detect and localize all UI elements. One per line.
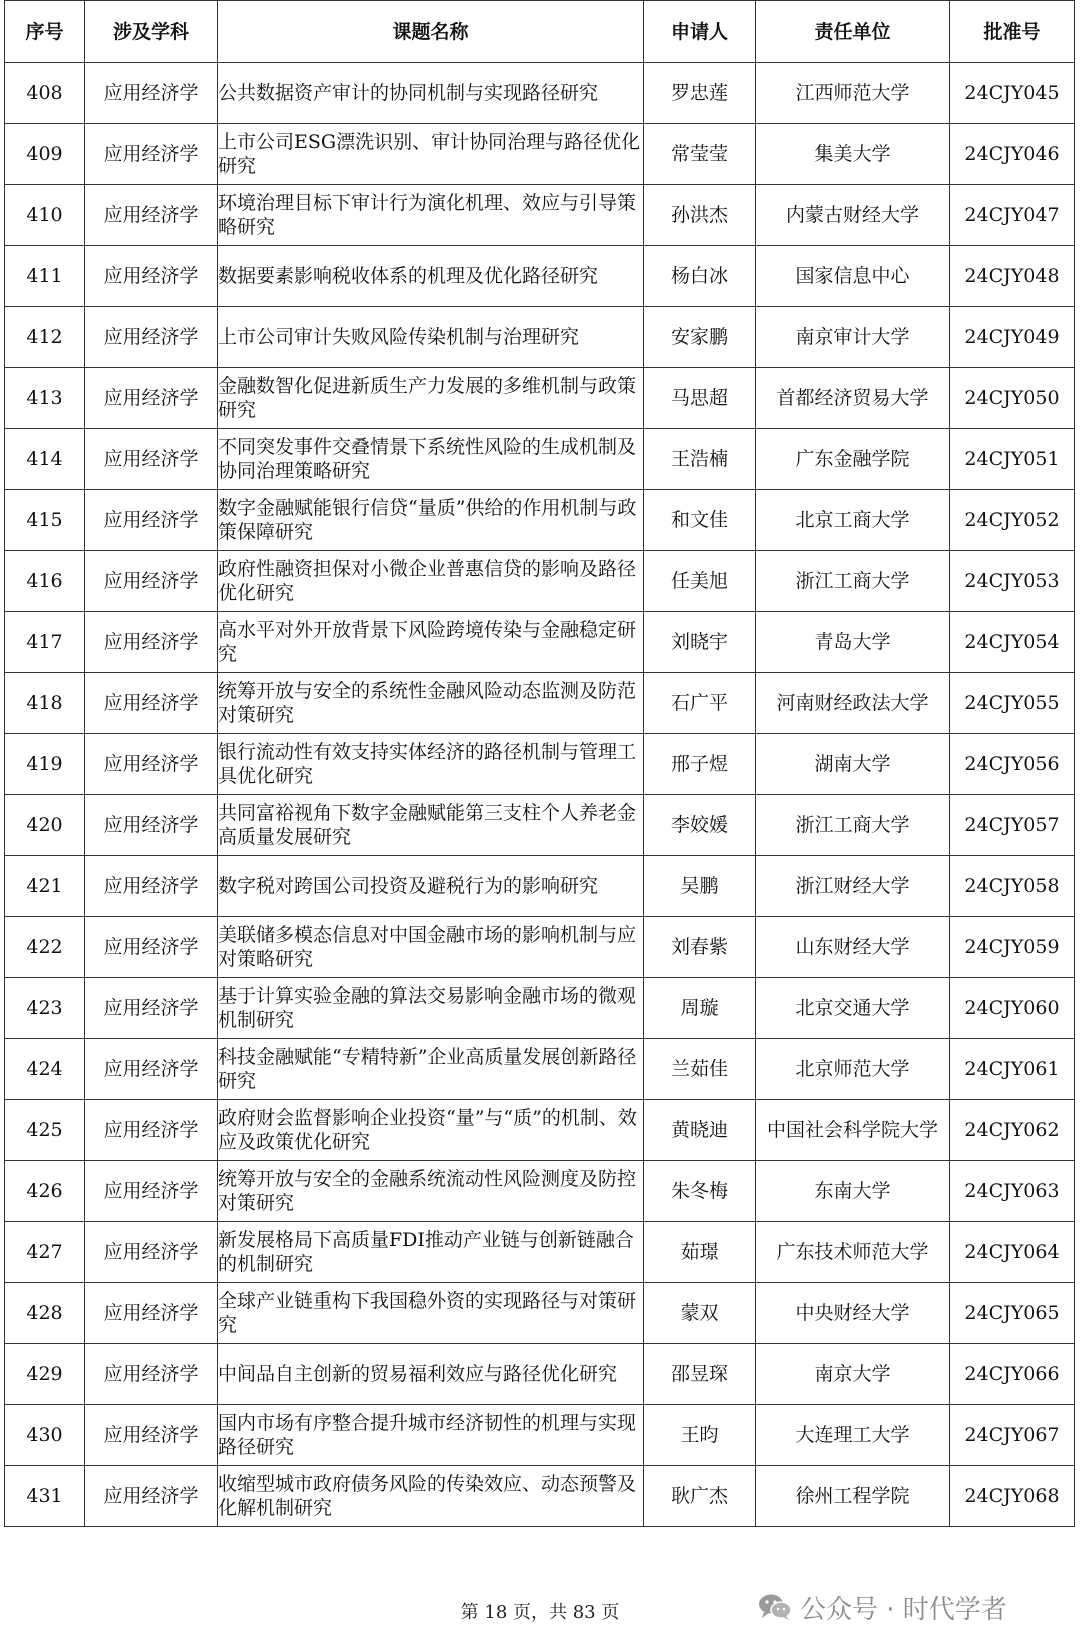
cell-applicant: 兰茹佳	[644, 1039, 756, 1100]
cell-applicant: 刘晓宇	[644, 612, 756, 673]
page-footer: 第 18 页，共 83 页	[460, 1602, 620, 1623]
cell-approval-number: 24CJY057	[950, 795, 1075, 856]
cell-index: 408	[5, 63, 85, 124]
cell-institution: 青岛大学	[756, 612, 950, 673]
cell-institution: 大连理工大学	[756, 1405, 950, 1466]
cell-approval-number: 24CJY052	[950, 490, 1075, 551]
cell-institution: 内蒙古财经大学	[756, 185, 950, 246]
cell-institution: 浙江工商大学	[756, 795, 950, 856]
table-row	[5, 612, 1075, 673]
header-discipline: 涉及学科	[85, 1, 218, 63]
cell-approval-number: 24CJY061	[950, 1039, 1075, 1100]
cell-applicant: 李姣媛	[644, 795, 756, 856]
cell-applicant: 王昀	[644, 1405, 756, 1466]
grant-table	[4, 0, 1075, 1527]
table-row	[5, 917, 1075, 978]
cell-discipline: 应用经济学	[85, 124, 218, 185]
cell-approval-number: 24CJY055	[950, 673, 1075, 734]
table-row	[5, 795, 1075, 856]
cell-title: 上市公司审计失败风险传染机制与治理研究	[218, 307, 644, 368]
cell-discipline: 应用经济学	[85, 978, 218, 1039]
cell-title: 新发展格局下高质量FDI推动产业链与创新链融合的机制研究	[218, 1222, 644, 1283]
cell-index: 421	[5, 856, 85, 917]
cell-discipline: 应用经济学	[85, 1283, 218, 1344]
cell-applicant: 耿广杰	[644, 1466, 756, 1527]
table-row	[5, 490, 1075, 551]
cell-index: 413	[5, 368, 85, 429]
cell-institution: 湖南大学	[756, 734, 950, 795]
cell-institution: 北京交通大学	[756, 978, 950, 1039]
cell-institution: 首都经济贸易大学	[756, 368, 950, 429]
table-row	[5, 1466, 1075, 1527]
table-body	[5, 63, 1075, 1527]
table-row	[5, 734, 1075, 795]
cell-approval-number: 24CJY053	[950, 551, 1075, 612]
cell-approval-number: 24CJY056	[950, 734, 1075, 795]
cell-discipline: 应用经济学	[85, 612, 218, 673]
header-approval-number: 批准号	[950, 1, 1075, 63]
cell-approval-number: 24CJY067	[950, 1405, 1075, 1466]
cell-discipline: 应用经济学	[85, 246, 218, 307]
watermark-text: 公众号 · 时代学者	[800, 1594, 1007, 1625]
cell-institution: 山东财经大学	[756, 917, 950, 978]
table-row	[5, 1039, 1075, 1100]
cell-approval-number: 24CJY050	[950, 368, 1075, 429]
table-row	[5, 1344, 1075, 1405]
cell-discipline: 应用经济学	[85, 429, 218, 490]
table-header	[5, 1, 1075, 63]
cell-discipline: 应用经济学	[85, 795, 218, 856]
cell-institution: 浙江工商大学	[756, 551, 950, 612]
cell-index: 426	[5, 1161, 85, 1222]
table-row	[5, 246, 1075, 307]
table-row	[5, 1222, 1075, 1283]
cell-title: 银行流动性有效支持实体经济的路径机制与管理工具优化研究	[218, 734, 644, 795]
table-row	[5, 1100, 1075, 1161]
cell-index: 411	[5, 246, 85, 307]
cell-institution: 江西师范大学	[756, 63, 950, 124]
cell-index: 429	[5, 1344, 85, 1405]
cell-title: 数字税对跨国公司投资及避税行为的影响研究	[218, 856, 644, 917]
cell-title: 中间品自主创新的贸易福利效应与路径优化研究	[218, 1344, 644, 1405]
cell-approval-number: 24CJY065	[950, 1283, 1075, 1344]
table-row	[5, 1161, 1075, 1222]
cell-title: 全球产业链重构下我国稳外资的实现路径与对策研究	[218, 1283, 644, 1344]
cell-index: 417	[5, 612, 85, 673]
cell-applicant: 周璇	[644, 978, 756, 1039]
cell-applicant: 罗忠莲	[644, 63, 756, 124]
cell-applicant: 茹璟	[644, 1222, 756, 1283]
cell-applicant: 安家鹏	[644, 307, 756, 368]
cell-discipline: 应用经济学	[85, 917, 218, 978]
table-row	[5, 856, 1075, 917]
cell-discipline: 应用经济学	[85, 734, 218, 795]
cell-discipline: 应用经济学	[85, 368, 218, 429]
cell-applicant: 邢子煜	[644, 734, 756, 795]
table-row	[5, 551, 1075, 612]
cell-discipline: 应用经济学	[85, 1466, 218, 1527]
cell-discipline: 应用经济学	[85, 1405, 218, 1466]
table-row	[5, 673, 1075, 734]
cell-institution: 东南大学	[756, 1161, 950, 1222]
cell-applicant: 黄晓迪	[644, 1100, 756, 1161]
cell-approval-number: 24CJY046	[950, 124, 1075, 185]
header-index: 序号	[5, 1, 85, 63]
cell-index: 431	[5, 1466, 85, 1527]
cell-applicant: 杨白冰	[644, 246, 756, 307]
cell-title: 基于计算实验金融的算法交易影响金融市场的微观机制研究	[218, 978, 644, 1039]
cell-title: 政府财会监督影响企业投资“量”与“质”的机制、效应及政策优化研究	[218, 1100, 644, 1161]
table-row	[5, 368, 1075, 429]
table-row	[5, 185, 1075, 246]
table-row	[5, 429, 1075, 490]
cell-index: 428	[5, 1283, 85, 1344]
cell-applicant: 朱冬梅	[644, 1161, 756, 1222]
cell-discipline: 应用经济学	[85, 551, 218, 612]
cell-institution: 南京大学	[756, 1344, 950, 1405]
cell-title: 数据要素影响税收体系的机理及优化路径研究	[218, 246, 644, 307]
cell-title: 环境治理目标下审计行为演化机理、效应与引导策略研究	[218, 185, 644, 246]
cell-institution: 广东金融学院	[756, 429, 950, 490]
cell-approval-number: 24CJY045	[950, 63, 1075, 124]
cell-discipline: 应用经济学	[85, 856, 218, 917]
table-row	[5, 63, 1075, 124]
table-row	[5, 978, 1075, 1039]
cell-index: 420	[5, 795, 85, 856]
cell-index: 410	[5, 185, 85, 246]
cell-title: 数字金融赋能银行信贷“量质”供给的作用机制与政策保障研究	[218, 490, 644, 551]
header-applicant: 申请人	[644, 1, 756, 63]
cell-index: 422	[5, 917, 85, 978]
cell-discipline: 应用经济学	[85, 1161, 218, 1222]
cell-applicant: 刘春紫	[644, 917, 756, 978]
cell-title: 共同富裕视角下数字金融赋能第三支柱个人养老金高质量发展研究	[218, 795, 644, 856]
cell-title: 美联储多模态信息对中国金融市场的影响机制与应对策略研究	[218, 917, 644, 978]
cell-institution: 国家信息中心	[756, 246, 950, 307]
cell-title: 收缩型城市政府债务风险的传染效应、动态预警及化解机制研究	[218, 1466, 644, 1527]
cell-discipline: 应用经济学	[85, 307, 218, 368]
cell-institution: 中央财经大学	[756, 1283, 950, 1344]
cell-institution: 南京审计大学	[756, 307, 950, 368]
cell-discipline: 应用经济学	[85, 673, 218, 734]
cell-approval-number: 24CJY060	[950, 978, 1075, 1039]
cell-discipline: 应用经济学	[85, 1100, 218, 1161]
cell-applicant: 王浩楠	[644, 429, 756, 490]
cell-index: 409	[5, 124, 85, 185]
header-title: 课题名称	[218, 1, 644, 63]
cell-applicant: 和文佳	[644, 490, 756, 551]
cell-title: 公共数据资产审计的协同机制与实现路径研究	[218, 63, 644, 124]
cell-applicant: 蒙双	[644, 1283, 756, 1344]
cell-discipline: 应用经济学	[85, 490, 218, 551]
cell-approval-number: 24CJY068	[950, 1466, 1075, 1527]
cell-approval-number: 24CJY064	[950, 1222, 1075, 1283]
cell-institution: 浙江财经大学	[756, 856, 950, 917]
cell-index: 427	[5, 1222, 85, 1283]
cell-index: 418	[5, 673, 85, 734]
cell-title: 国内市场有序整合提升城市经济韧性的机理与实现路径研究	[218, 1405, 644, 1466]
table-row	[5, 124, 1075, 185]
cell-approval-number: 24CJY063	[950, 1161, 1075, 1222]
cell-discipline: 应用经济学	[85, 1222, 218, 1283]
cell-approval-number: 24CJY047	[950, 185, 1075, 246]
cell-title: 科技金融赋能“专精特新”企业高质量发展创新路径研究	[218, 1039, 644, 1100]
cell-title: 金融数智化促进新质生产力发展的多维机制与政策研究	[218, 368, 644, 429]
cell-approval-number: 24CJY062	[950, 1100, 1075, 1161]
cell-applicant: 吴鹏	[644, 856, 756, 917]
cell-institution: 徐州工程学院	[756, 1466, 950, 1527]
cell-applicant: 任美旭	[644, 551, 756, 612]
cell-institution: 北京师范大学	[756, 1039, 950, 1100]
cell-index: 425	[5, 1100, 85, 1161]
cell-approval-number: 24CJY049	[950, 307, 1075, 368]
table-row	[5, 307, 1075, 368]
cell-index: 424	[5, 1039, 85, 1100]
cell-title: 统筹开放与安全的金融系统流动性风险测度及防控对策研究	[218, 1161, 644, 1222]
cell-index: 419	[5, 734, 85, 795]
cell-discipline: 应用经济学	[85, 1344, 218, 1405]
cell-applicant: 石广平	[644, 673, 756, 734]
cell-institution: 广东技术师范大学	[756, 1222, 950, 1283]
cell-discipline: 应用经济学	[85, 185, 218, 246]
cell-index: 423	[5, 978, 85, 1039]
cell-approval-number: 24CJY051	[950, 429, 1075, 490]
cell-applicant: 马思超	[644, 368, 756, 429]
cell-approval-number: 24CJY048	[950, 246, 1075, 307]
cell-title: 不同突发事件交叠情景下系统性风险的生成机制及协同治理策略研究	[218, 429, 644, 490]
header-institution: 责任单位	[756, 1, 950, 63]
cell-institution: 河南财经政法大学	[756, 673, 950, 734]
cell-applicant: 孙洪杰	[644, 185, 756, 246]
cell-discipline: 应用经济学	[85, 1039, 218, 1100]
table-row	[5, 1283, 1075, 1344]
cell-index: 414	[5, 429, 85, 490]
cell-approval-number: 24CJY066	[950, 1344, 1075, 1405]
cell-index: 430	[5, 1405, 85, 1466]
cell-index: 415	[5, 490, 85, 551]
cell-title: 政府性融资担保对小微企业普惠信贷的影响及路径优化研究	[218, 551, 644, 612]
cell-title: 高水平对外开放背景下风险跨境传染与金融稳定研究	[218, 612, 644, 673]
cell-title: 统筹开放与安全的系统性金融风险动态监测及防范对策研究	[218, 673, 644, 734]
cell-index: 416	[5, 551, 85, 612]
cell-approval-number: 24CJY059	[950, 917, 1075, 978]
cell-index: 412	[5, 307, 85, 368]
header-row	[5, 1, 1075, 63]
cell-approval-number: 24CJY054	[950, 612, 1075, 673]
cell-institution: 集美大学	[756, 124, 950, 185]
table-row	[5, 1405, 1075, 1466]
cell-discipline: 应用经济学	[85, 63, 218, 124]
cell-applicant: 邵昱琛	[644, 1344, 756, 1405]
cell-title: 上市公司ESG漂洗识别、审计协同治理与路径优化研究	[218, 124, 644, 185]
cell-approval-number: 24CJY058	[950, 856, 1075, 917]
cell-institution: 北京工商大学	[756, 490, 950, 551]
cell-applicant: 常莹莹	[644, 124, 756, 185]
cell-institution: 中国社会科学院大学	[756, 1100, 950, 1161]
